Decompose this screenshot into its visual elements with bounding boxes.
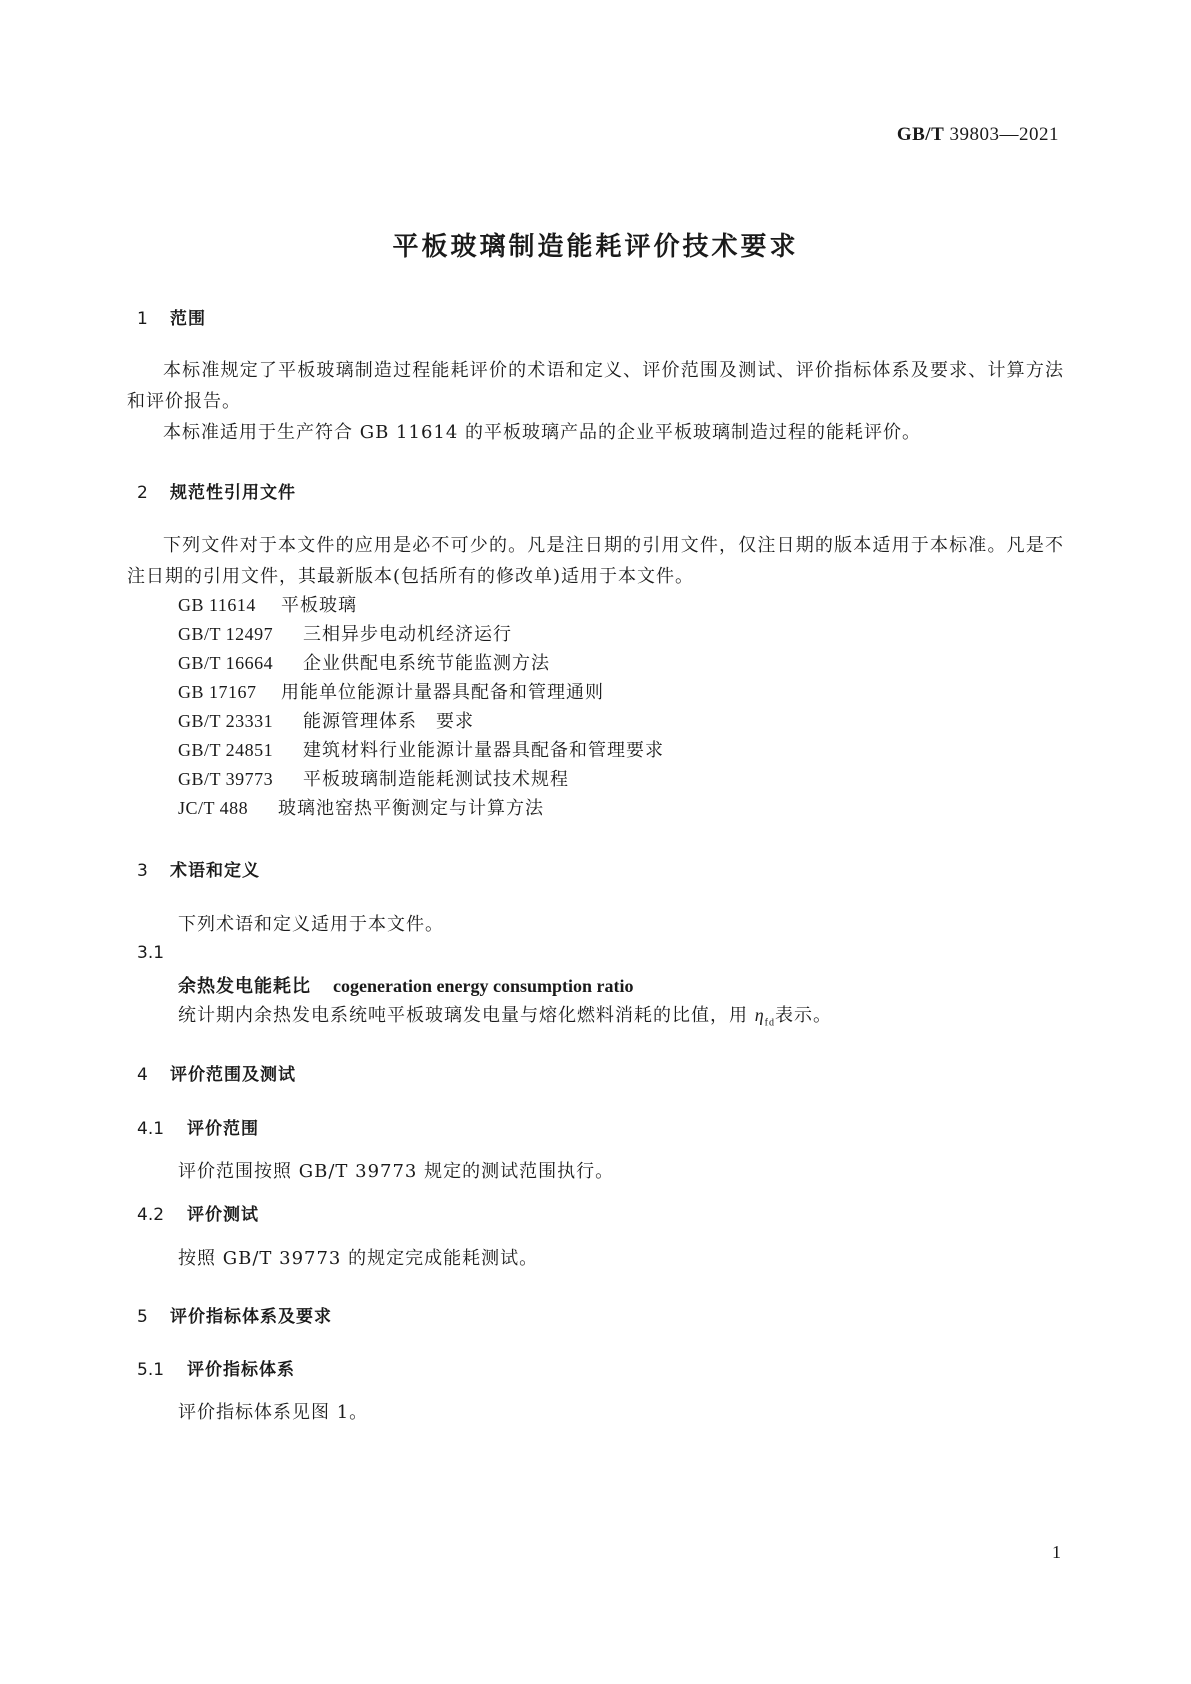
section-5-1-text: 评价指标体系见图 1。 xyxy=(178,1402,369,1423)
reference-code: GB 11614 xyxy=(178,595,256,615)
standard-code xyxy=(897,124,1059,146)
scope-paragraph-1: 本标准规定了平板玻璃制造过程能耗评价的术语和定义、评价范围及测试、评价指标体系及要求、计算方法和评价报告。 xyxy=(127,360,1064,412)
section-number: 4 xyxy=(137,1065,148,1085)
section-title: 评价指标体系 xyxy=(187,1360,295,1380)
reference-item xyxy=(178,649,550,675)
term-definition xyxy=(178,1001,832,1029)
term-definition-text: 统计期内余热发电系统吨平板玻璃发电量与熔化燃料消耗的比值，用 xyxy=(178,1005,748,1026)
reference-title: 能源管理体系 要求 xyxy=(303,711,474,732)
reference-title: 建筑材料行业能源计量器具配备和管理要求 xyxy=(303,740,664,761)
section-title: 范围 xyxy=(170,309,206,329)
section-4-1-text: 评价范围按照 GB/T 39773 规定的测试范围执行。 xyxy=(178,1161,615,1182)
page-number: 1 xyxy=(1052,1542,1061,1562)
reference-item xyxy=(178,794,544,820)
section-4-2-heading xyxy=(137,1200,259,1225)
section-number: 4.2 xyxy=(137,1205,165,1225)
reference-title: 玻璃池窑热平衡测定与计算方法 xyxy=(278,798,544,819)
reference-code: GB/T 23331 xyxy=(178,711,274,731)
reference-code: JC/T 488 xyxy=(178,798,249,818)
scope-paragraph-2: 本标准适用于生产符合 GB 11614 的平板玻璃产品的企业平板玻璃制造过程的能耗评价。 xyxy=(163,422,922,443)
section-title: 评价范围及测试 xyxy=(170,1065,296,1085)
standard-code-prefix: GB/T xyxy=(896,124,945,145)
reference-code: GB 17167 xyxy=(178,682,257,702)
reference-code: GB/T 24851 xyxy=(178,740,274,760)
section-number: 5 xyxy=(137,1307,148,1327)
reference-item xyxy=(178,678,604,704)
reference-item xyxy=(178,591,357,617)
section-number: 2 xyxy=(137,483,148,503)
section-title: 术语和定义 xyxy=(170,861,260,881)
section-number: 1 xyxy=(137,309,148,329)
term-number: 3.1 xyxy=(137,943,165,963)
section-1-heading xyxy=(137,304,206,329)
reference-title: 平板玻璃制造能耗测试技术规程 xyxy=(303,769,569,790)
standard-code-number: 39803—2021 xyxy=(949,124,1059,145)
document-title: 平板玻璃制造能耗评价技术要求 xyxy=(392,232,799,262)
section-title: 评价指标体系及要求 xyxy=(170,1307,332,1327)
section-number: 4.1 xyxy=(137,1119,165,1139)
section-3-heading xyxy=(137,856,260,881)
references-intro: 下列文件对于本文件的应用是必不可少的。凡是注日期的引用文件，仅注日期的版本适用于本标准。凡是不注日期的引用文件，其最新版本(包括所有的修改单)适用于本文件。 xyxy=(127,535,1064,587)
section-4-2-text: 按照 GB/T 39773 的规定完成能耗测试。 xyxy=(178,1248,539,1269)
reference-item xyxy=(178,736,664,762)
reference-title: 平板玻璃 xyxy=(281,595,357,616)
reference-item xyxy=(178,765,569,791)
term-definition-end: 表示。 xyxy=(775,1005,833,1026)
term-heading xyxy=(178,972,633,998)
term-symbol-main: η xyxy=(754,1005,765,1025)
section-title: 评价测试 xyxy=(187,1205,259,1225)
term-name-english: cogeneration energy consumption ratio xyxy=(333,976,634,996)
section-title: 评价范围 xyxy=(187,1119,259,1139)
section-5-1-heading xyxy=(137,1355,295,1380)
term-symbol-subscript: fd xyxy=(764,1017,776,1029)
reference-code: GB/T 39773 xyxy=(178,769,274,789)
term-name-chinese: 余热发电能耗比 xyxy=(178,976,311,997)
section-2-heading xyxy=(137,478,296,503)
reference-title: 用能单位能源计量器具配备和管理通则 xyxy=(281,682,604,703)
section-5-heading xyxy=(137,1302,332,1327)
reference-code: GB/T 16664 xyxy=(178,653,274,673)
section-title: 规范性引用文件 xyxy=(170,483,296,503)
section-number: 3 xyxy=(137,861,148,881)
terms-intro: 下列术语和定义适用于本文件。 xyxy=(178,914,444,935)
reference-item xyxy=(178,620,512,646)
section-4-heading xyxy=(137,1060,296,1085)
reference-item xyxy=(178,707,474,733)
reference-code: GB/T 12497 xyxy=(178,624,274,644)
reference-title: 企业供配电系统节能监测方法 xyxy=(303,653,550,674)
section-4-1-heading xyxy=(137,1114,259,1139)
section-number: 5.1 xyxy=(137,1360,165,1380)
reference-title: 三相异步电动机经济运行 xyxy=(303,624,512,645)
term-symbol xyxy=(754,1005,776,1029)
